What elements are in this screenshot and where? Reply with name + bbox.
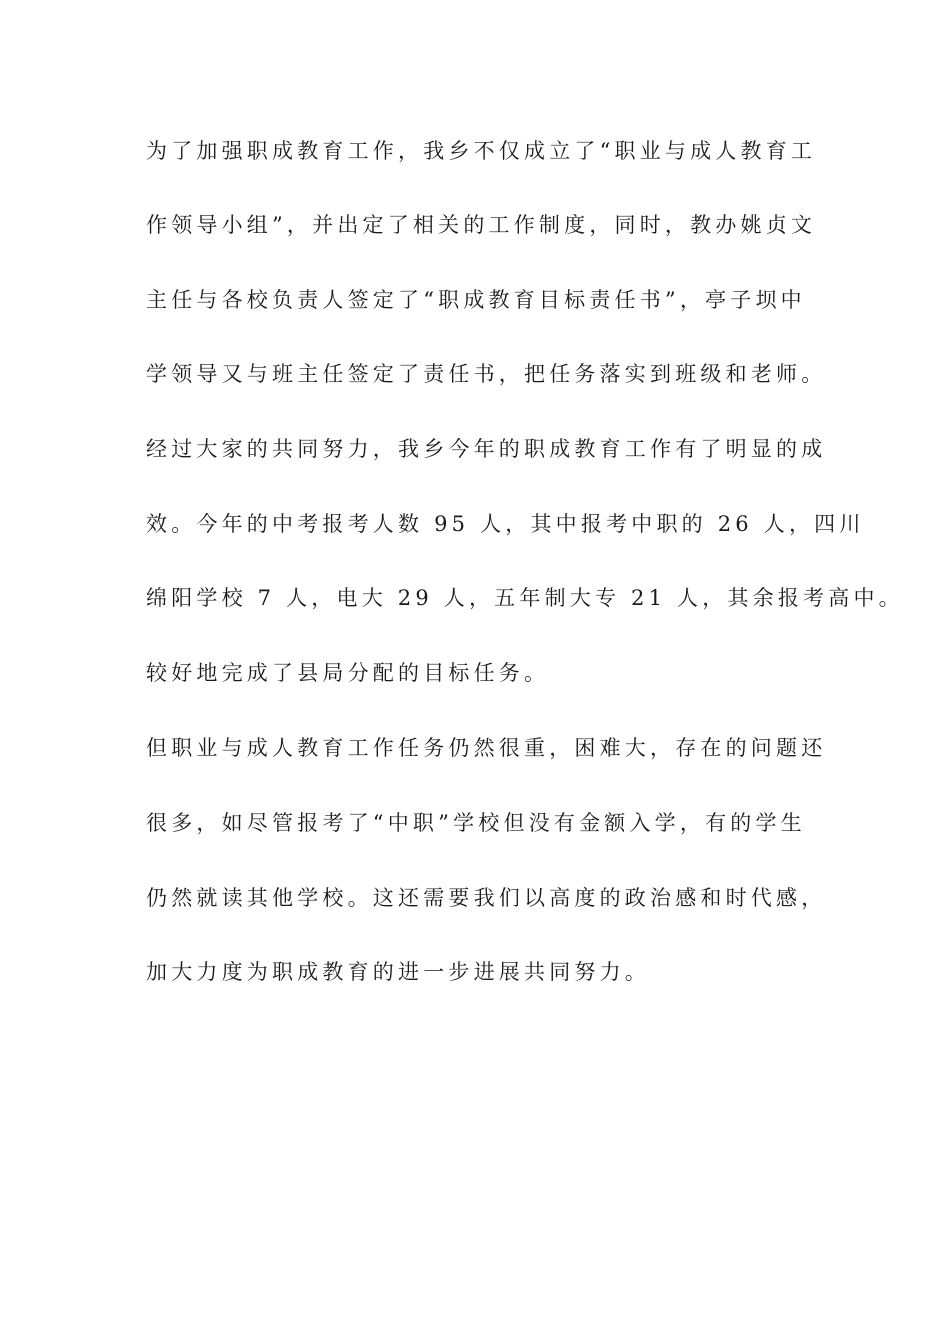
text-line: 主任与各校负责人签定了“职成教育目标责任书”，亭子坝中 [146,288,806,312]
text-line: 效。今年的中考报考人数 95 人，其中报考中职的 26 人，四川 [146,512,865,536]
text-line: 但职业与成人教育工作任务仍然很重，困难大，存在的问题还 [146,736,827,760]
text-line: 为了加强职成教育工作，我乡不仅成立了“职业与成人教育工 [146,139,817,163]
text-line: 绵阳学校 7 人，电大 29 人，五年制大专 21 人，其余报考高中。 [146,586,904,610]
text-line: 加大力度为职成教育的进一步进展共同努力。 [146,960,650,984]
text-line: 较好地完成了县局分配的目标任务。 [146,661,550,685]
text-line: 很多，如尽管报考了“中职”学校但没有金额入学，有的学生 [146,811,806,835]
text-line: 作领导小组”，并出定了相关的工作制度，同时，教办姚贞文 [146,213,817,237]
text-line: 学领导又与班主任签定了责任书，把任务落实到班级和老师。 [146,362,827,386]
text-line: 经过大家的共同努力，我乡今年的职成教育工作有了明显的成 [146,437,827,461]
text-line: 仍然就读其他学校。这还需要我们以高度的政治感和时代感， [146,886,827,910]
